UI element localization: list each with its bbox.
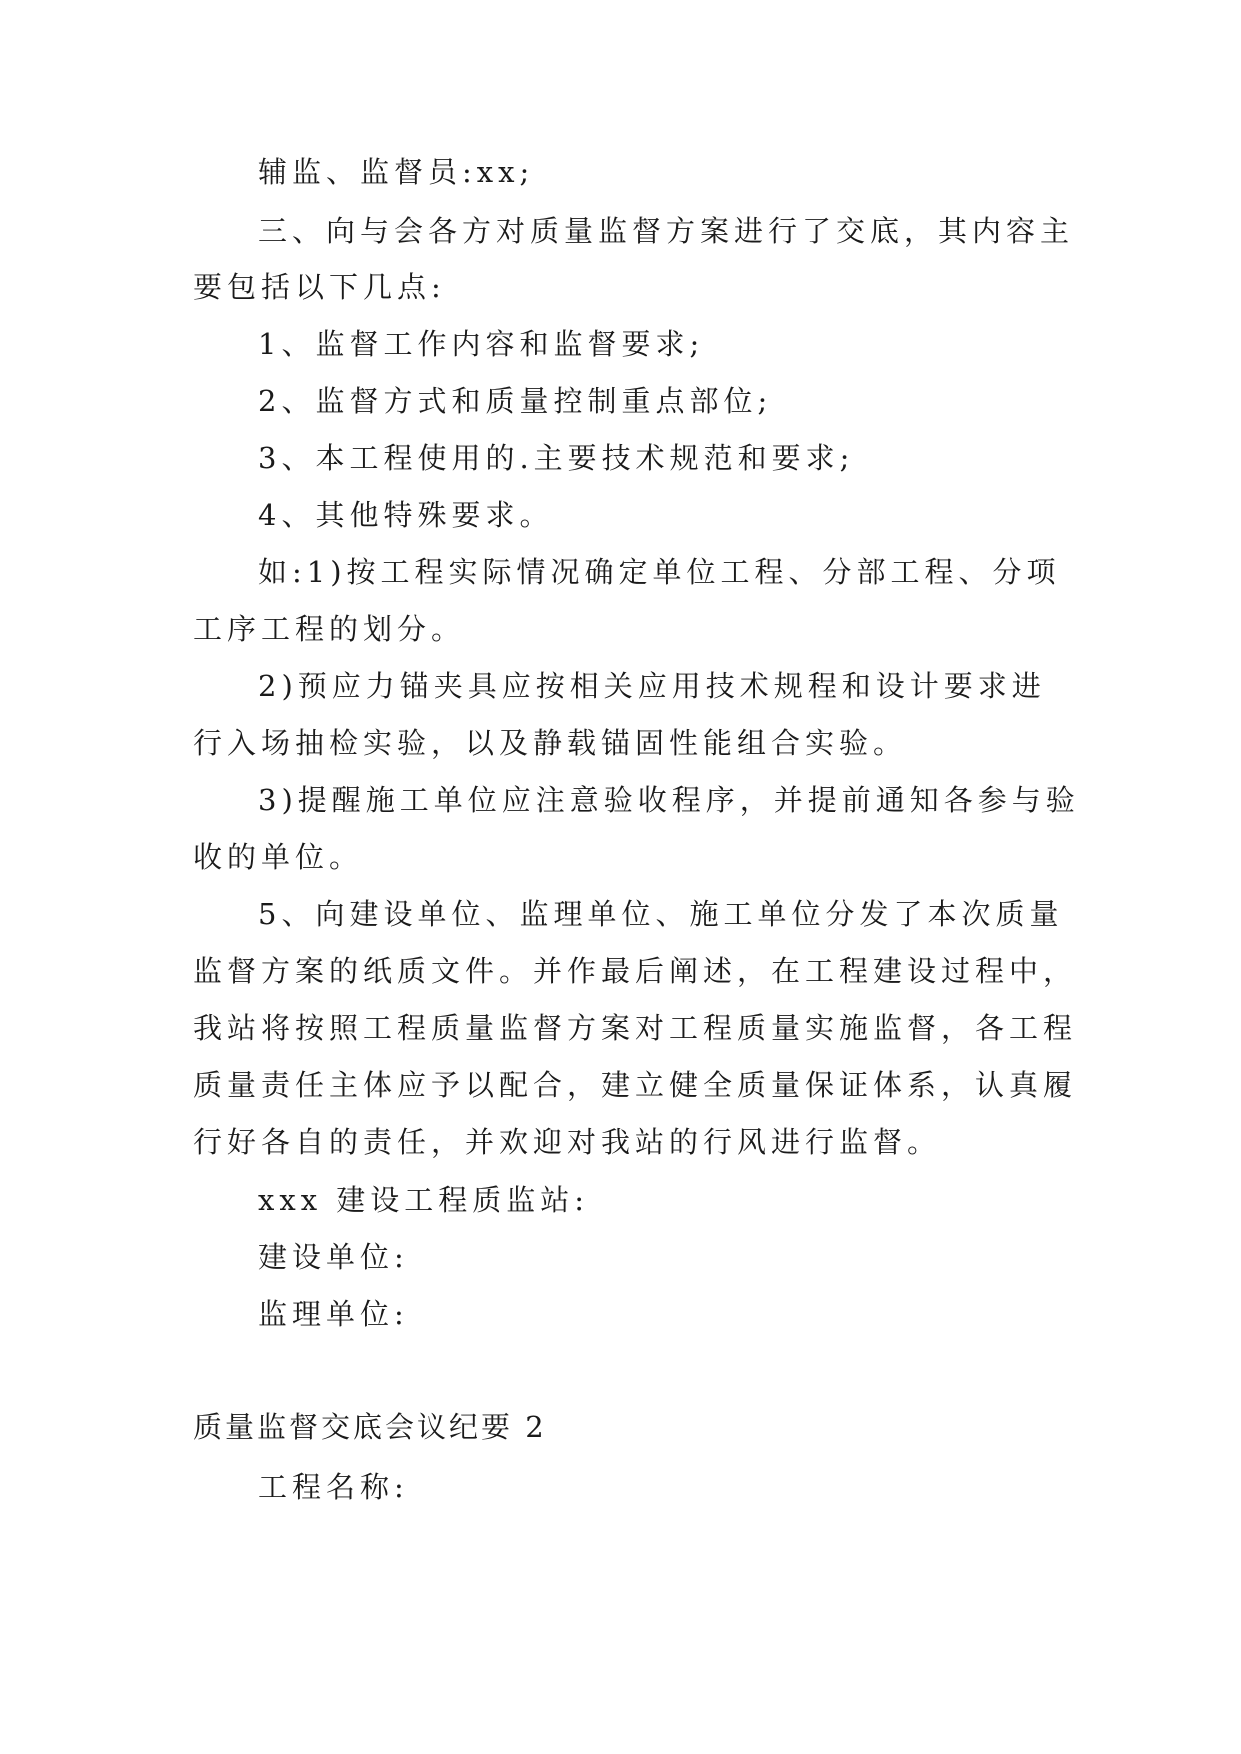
sub-item-1-line-2: 工序工程的划分。 <box>193 612 466 646</box>
signature-construction-unit: 建设单位: <box>258 1240 409 1274</box>
paragraph-5-line-5: 行好各自的责任，并欢迎对我站的行风进行监督。 <box>193 1125 942 1159</box>
paragraph-5-line-2: 监督方案的纸质文件。并作最后阐述，在工程建设过程中， <box>193 954 1078 988</box>
supervisor-line: 辅监、监督员:xx; <box>258 155 535 189</box>
sub-item-3-line-1: 3)提醒施工单位应注意验收程序，并提前通知各参与验 <box>258 783 1080 817</box>
signature-station: xxx 建设工程质监站: <box>258 1183 590 1217</box>
paragraph-5-line-3: 我站将按照工程质量监督方案对工程质量实施监督，各工程 <box>193 1011 1078 1045</box>
sub-item-2-line-1: 2)预应力锚夹具应按相关应用技术规程和设计要求进 <box>258 669 1046 703</box>
paragraph-3-line-1: 三、向与会各方对质量监督方案进行了交底，其内容主 <box>258 214 1075 248</box>
sub-item-3-line-2: 收的单位。 <box>193 840 364 874</box>
signature-supervision-unit: 监理单位: <box>258 1297 409 1331</box>
list-item-1: 1、监督工作内容和监督要求; <box>258 327 705 361</box>
list-item-4: 4、其他特殊要求。 <box>258 498 554 532</box>
list-item-3: 3、本工程使用的.主要技术规范和要求; <box>258 441 855 475</box>
paragraph-5-line-1: 5、向建设单位、监理单位、施工单位分发了本次质量 <box>258 897 1064 931</box>
sub-item-1-line-1: 如:1)按工程实际情况确定单位工程、分部工程、分项 <box>258 555 1061 589</box>
section-heading: 质量监督交底会议纪要 2 <box>193 1410 547 1444</box>
sub-item-2-line-2: 行入场抽检实验，以及静载锚固性能组合实验。 <box>193 726 908 760</box>
paragraph-5-line-4: 质量责任主体应予以配合，建立健全质量保证体系，认真履 <box>193 1068 1078 1102</box>
paragraph-3-line-2: 要包括以下几点: <box>193 270 446 304</box>
list-item-2: 2、监督方式和质量控制重点部位; <box>258 384 773 418</box>
project-name-line: 工程名称: <box>258 1470 409 1504</box>
